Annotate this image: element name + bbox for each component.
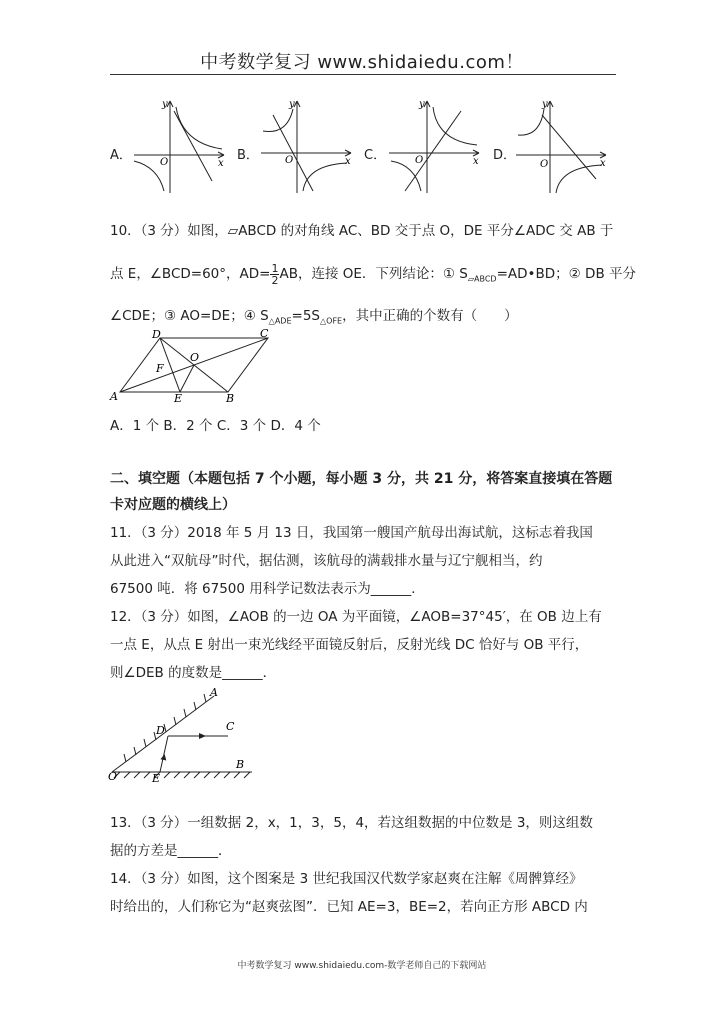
label-F: F: [156, 362, 164, 375]
axis-y-label: y: [289, 99, 295, 110]
graph-option-a: [130, 95, 230, 197]
graph-option-b: [257, 95, 357, 197]
label-A: A: [110, 390, 118, 402]
q10-parallelogram-figure: [108, 326, 280, 402]
graph-option-d: [512, 95, 612, 197]
origin-label: O: [160, 157, 169, 168]
origin-label: O: [285, 155, 294, 166]
label-O: O: [190, 351, 200, 364]
q11-line-1: 11．（3 分）2018 年 5 月 13 日，我国第一艘国产航母出海试航，这标志着我国: [110, 525, 593, 541]
origin-label: O: [540, 159, 549, 170]
q11-line-3: 67500 吨．将 67500 用科学记数法表示为______．: [110, 581, 425, 597]
option-a-label: A．: [110, 148, 132, 163]
origin-label: O: [415, 155, 424, 166]
axis-y-label: y: [542, 99, 548, 110]
header-divider: [110, 74, 616, 75]
label-E: E: [152, 772, 161, 782]
fraction-one-half: $\frac{1}{2}$: [271, 261, 279, 287]
q13-line-1: 13．（3 分）一组数据 2，x，1，3，5，4，若这组数据的中位数是 3，则这组数: [110, 815, 593, 831]
label-A: A: [210, 686, 218, 699]
section-2-title-line-1: 二、填空题（本题包括 7 个小题，每小题 3 分，共 21 分，将答案直接填在答题: [110, 471, 613, 487]
q10-line-1: 10．（3 分）如图，▱ABCD 的对角线 AC、BD 交于点 O，DE 平分∠ADC 交 AB 于: [110, 223, 614, 239]
page-header: 中考数学复习 www.shidaiedu.com！: [200, 52, 524, 73]
label-C: C: [260, 327, 269, 340]
graph-option-c: [385, 95, 485, 197]
q12-line-3: 则∠DEB 的度数是______．: [110, 665, 277, 681]
q14-line-1: 14．（3 分）如图，这个图案是 3 世纪我国汉代数学家赵爽在注解《周髀算经》: [110, 871, 583, 887]
option-b-label: B．: [237, 148, 259, 163]
option-d-label: D．: [493, 148, 517, 163]
q12-line-2: 一点 E，从点 E 射出一束光线经平面镜反射后，反射光线 DC 恰好与 OB 平行，: [110, 637, 589, 653]
label-C: C: [226, 720, 235, 733]
label-B: B: [226, 392, 235, 402]
q14-line-2: 时给出的，人们称它为“赵爽弦图”．已知 AE=3，BE=2，若向正方形 ABCD 内: [110, 899, 588, 915]
q12-line-1: 12．（3 分）如图，∠AOB 的一边 OA 为平面镜，∠AOB=37°45′，在 OB 边上有: [110, 609, 602, 625]
q13-line-2: 据的方差是______．: [110, 843, 232, 859]
label-D: D: [156, 724, 165, 737]
label-D: D: [152, 328, 161, 341]
axis-y-label: y: [419, 99, 425, 110]
page-footer: 中考数学复习 www.shidaiedu.com-数学老师自己的下载网站: [237, 961, 487, 971]
label-O: O: [108, 770, 118, 782]
section-2-title-line-2: 卡对应题的横线上）: [110, 497, 236, 513]
q12-mirror-figure: [106, 684, 256, 782]
q11-line-2: 从此进入“双航母”时代，据估测，该航母的满载排水量与辽宁舰相当，约: [110, 553, 543, 569]
axis-y-label: y: [162, 99, 168, 110]
label-B: B: [236, 758, 245, 771]
q10-line-3: ∠CDE；③ AO=DE；④ $S_{\triangle ADE}=5S_{\triangle OFE}$，其中正确的个数有（ ）: [110, 308, 518, 326]
label-E: E: [174, 392, 183, 402]
axis-x-label: x: [600, 158, 606, 169]
axis-x-label: x: [345, 156, 351, 167]
q10-line-2: 点 E，∠BCD=60°，AD= $\frac{1}{2}$ AB，连接 OE．下列结论：① $S_{▱ABCD}=AD•BD$；② DB 平分: [110, 261, 636, 287]
q10-answer-options: A．1 个 B．2 个 C．3 个 D．4 个: [110, 418, 321, 434]
option-c-label: C．: [364, 148, 387, 163]
axis-x-label: x: [473, 156, 479, 167]
axis-x-label: x: [218, 158, 224, 169]
